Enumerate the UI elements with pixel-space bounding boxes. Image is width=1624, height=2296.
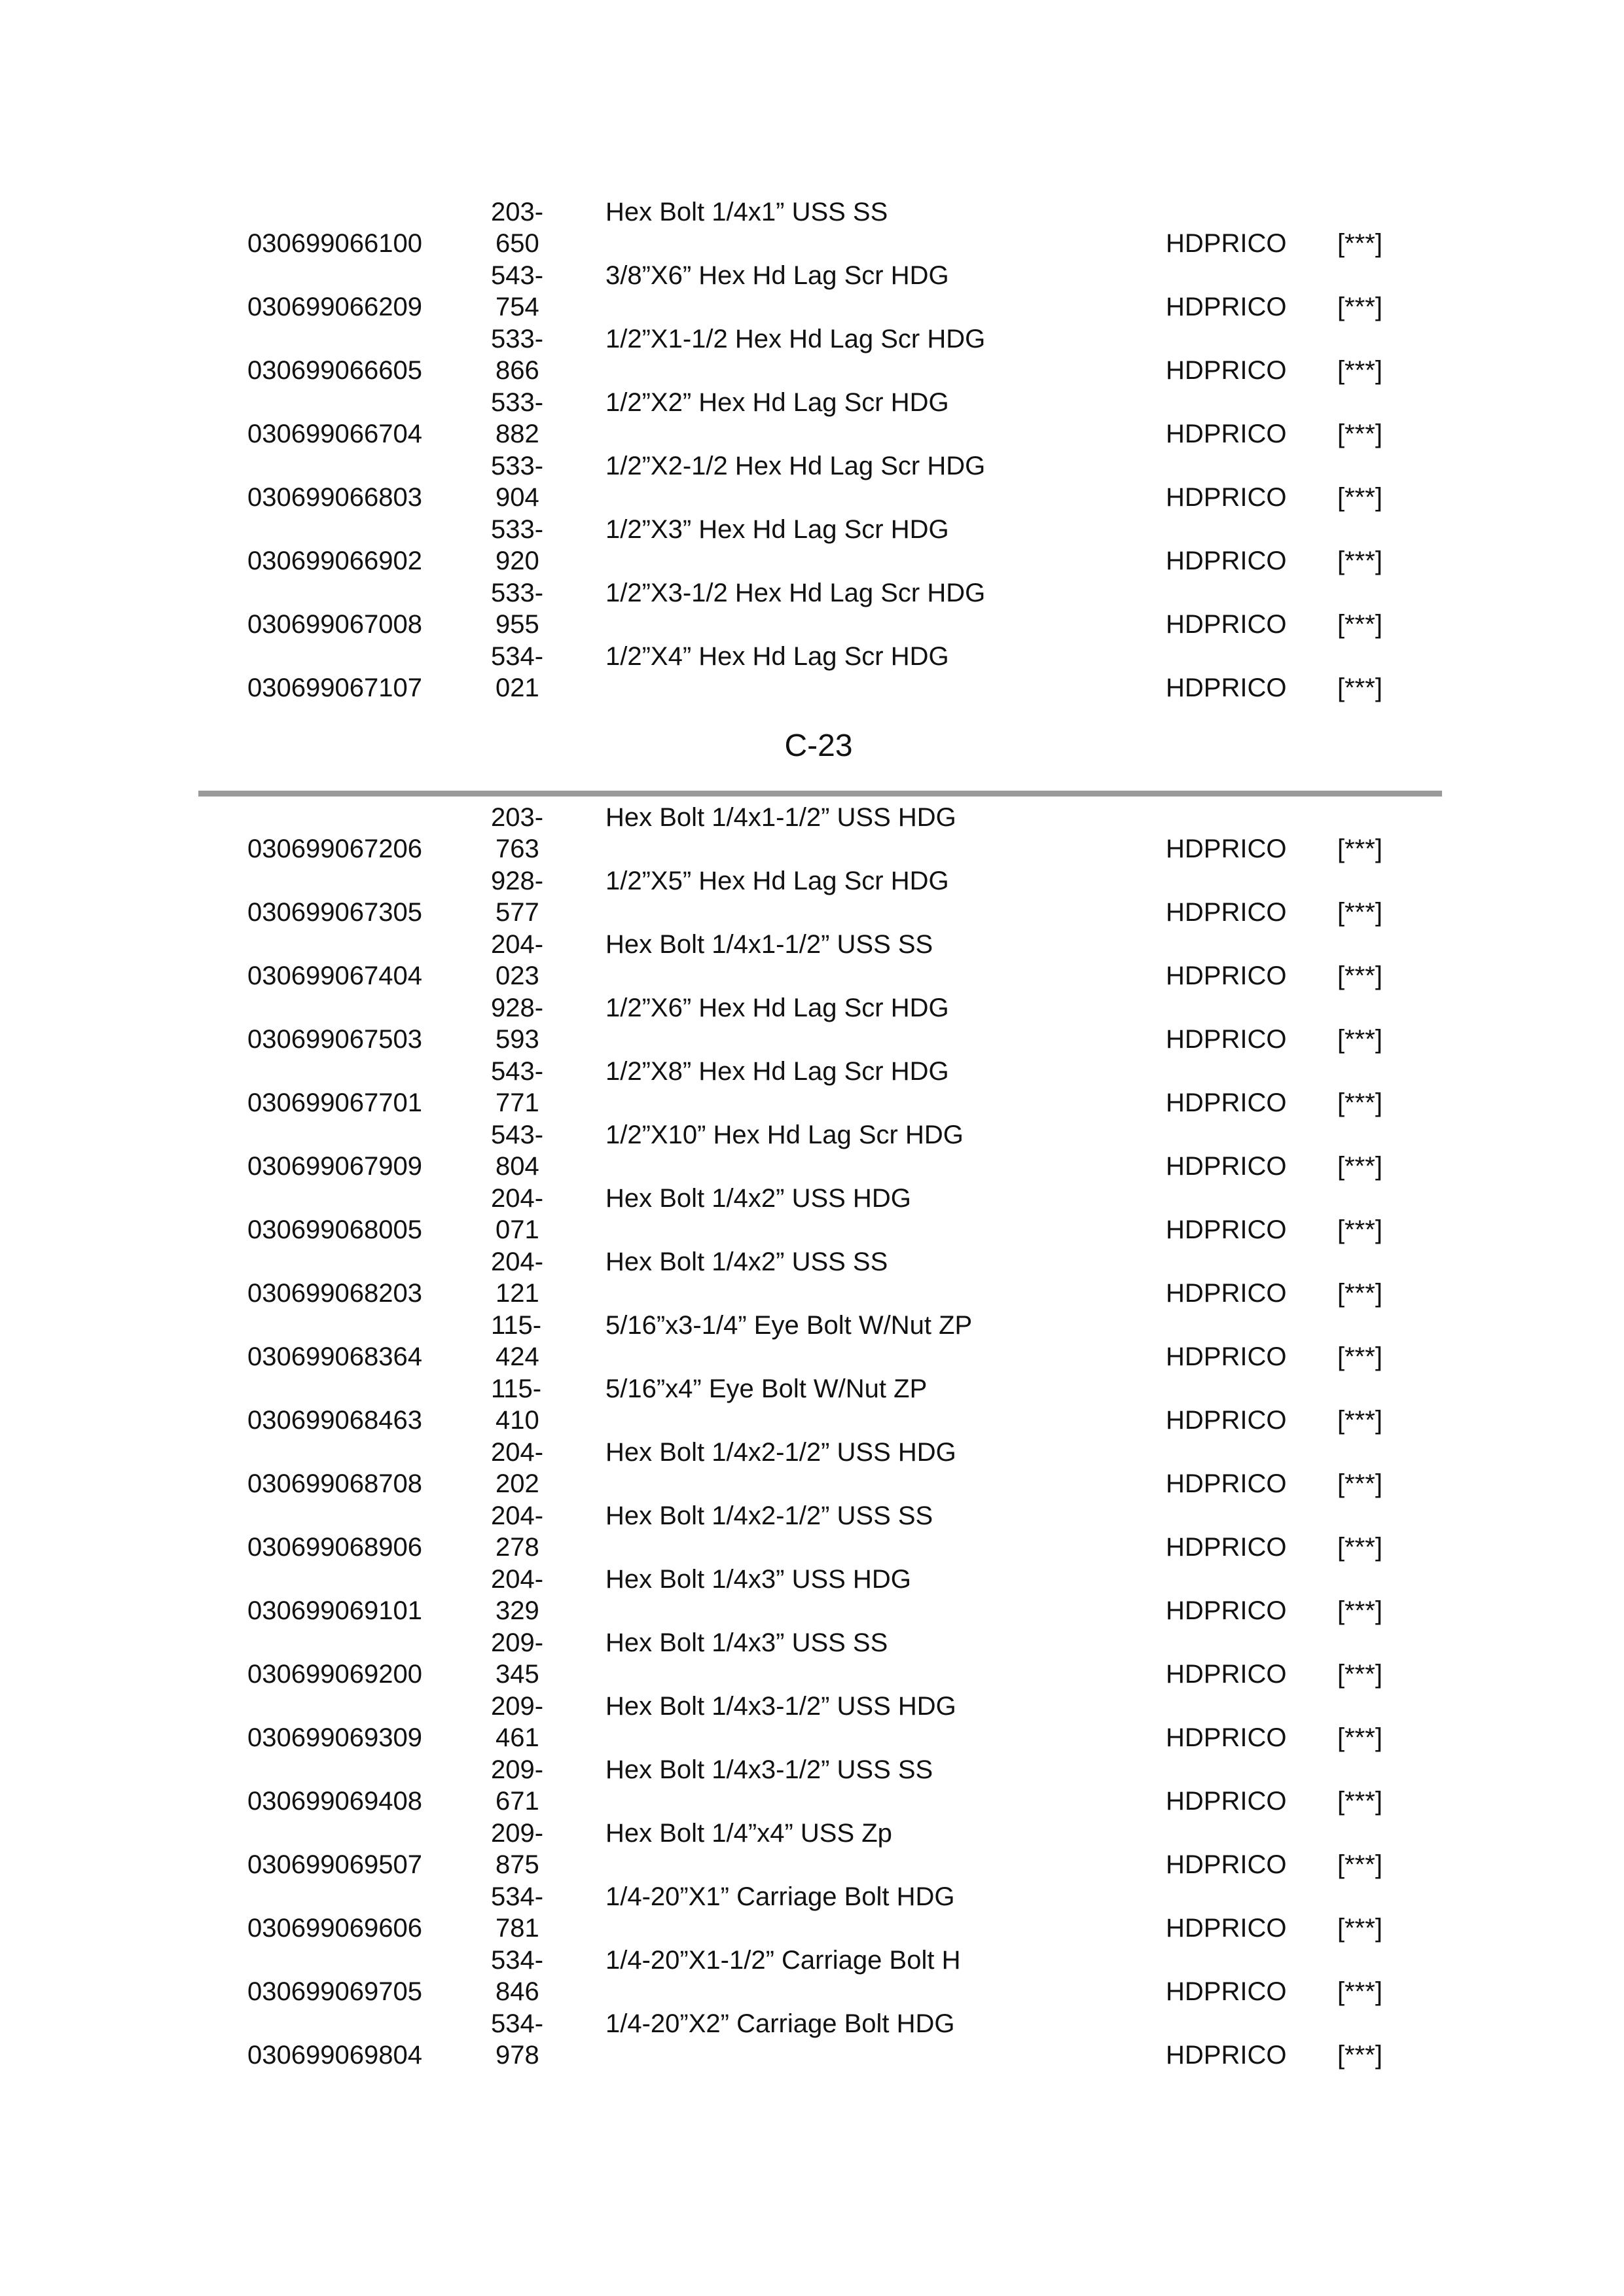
item-vendor: HDPRICO	[1166, 547, 1287, 575]
item-description: Hex Bolt 1/4”x4” USS Zp	[605, 1819, 892, 1848]
item-code-suffix: 021	[496, 673, 539, 702]
item-code-suffix: 329	[496, 1596, 539, 1625]
item-description: Hex Bolt 1/4x1” USS SS	[605, 198, 888, 226]
item-vendor: HDPRICO	[1166, 1660, 1287, 1689]
item-vendor: HDPRICO	[1166, 610, 1287, 639]
item-vendor: HDPRICO	[1166, 1088, 1287, 1117]
item-code-suffix: 978	[496, 2041, 539, 2070]
item-price: [***]	[1337, 1787, 1382, 1816]
item-price: [***]	[1337, 293, 1382, 321]
item-code-prefix: 204-	[491, 1184, 544, 1213]
item-price: [***]	[1337, 356, 1382, 385]
item-code-suffix: 866	[496, 356, 539, 385]
item-description: 1/4-20”X1-1/2” Carriage Bolt H	[605, 1946, 961, 1975]
item-code-prefix: 533-	[491, 579, 544, 607]
item-code-suffix: 875	[496, 1850, 539, 1879]
item-vendor: HDPRICO	[1166, 1850, 1287, 1879]
item-price: [***]	[1337, 673, 1382, 702]
item-vendor: HDPRICO	[1166, 673, 1287, 702]
item-list-bottom	[0, 802, 1624, 2072]
item-price: [***]	[1337, 2041, 1382, 2070]
item-code-prefix: 543-	[491, 1057, 544, 1086]
item-upc: 030699066704	[247, 420, 422, 448]
item-code-prefix: 543-	[491, 1121, 544, 1149]
list-item	[0, 387, 1624, 450]
list-item	[0, 196, 1624, 260]
list-item	[0, 865, 1624, 929]
item-upc: 030699067206	[247, 834, 422, 863]
list-item	[0, 1945, 1624, 2008]
item-vendor: HDPRICO	[1166, 898, 1287, 927]
item-description: 1/2”X4” Hex Hd Lag Scr HDG	[605, 642, 949, 671]
item-price: [***]	[1337, 1977, 1382, 2006]
item-upc: 030699067008	[247, 610, 422, 639]
item-description: Hex Bolt 1/4x2” USS SS	[605, 1247, 888, 1276]
item-upc: 030699066209	[247, 293, 422, 321]
list-item	[0, 323, 1624, 387]
list-item	[0, 1437, 1624, 1500]
item-code-prefix: 204-	[491, 1247, 544, 1276]
item-description: Hex Bolt 1/4x3” USS HDG	[605, 1565, 911, 1594]
list-item	[0, 514, 1624, 577]
list-item	[0, 1246, 1624, 1310]
item-code-prefix: 534-	[491, 2009, 544, 2038]
item-upc: 030699068463	[247, 1406, 422, 1435]
item-upc: 030699069507	[247, 1850, 422, 1879]
list-item	[0, 1627, 1624, 1691]
item-code-suffix: 410	[496, 1406, 539, 1435]
item-list-top	[0, 196, 1624, 704]
item-code-prefix: 543-	[491, 261, 544, 290]
item-code-prefix: 203-	[491, 198, 544, 226]
page-number: C-23	[784, 728, 853, 763]
item-code-suffix: 771	[496, 1088, 539, 1117]
list-item	[0, 1881, 1624, 1945]
item-description: 1/2”X8” Hex Hd Lag Scr HDG	[605, 1057, 949, 1086]
item-upc: 030699067404	[247, 961, 422, 990]
item-code-prefix: 209-	[491, 1819, 544, 1848]
item-upc: 030699067909	[247, 1152, 422, 1181]
item-description: 5/16”x4” Eye Bolt W/Nut ZP	[605, 1374, 928, 1403]
item-upc: 030699069309	[247, 1723, 422, 1752]
item-price: [***]	[1337, 547, 1382, 575]
item-vendor: HDPRICO	[1166, 961, 1287, 990]
item-code-prefix: 204-	[491, 1565, 544, 1594]
list-item	[0, 1564, 1624, 1627]
item-code-suffix: 763	[496, 834, 539, 863]
item-vendor: HDPRICO	[1166, 1025, 1287, 1054]
list-item	[0, 1119, 1624, 1183]
item-code-prefix: 533-	[491, 452, 544, 480]
list-item	[0, 1818, 1624, 1881]
item-vendor: HDPRICO	[1166, 229, 1287, 258]
item-vendor: HDPRICO	[1166, 1596, 1287, 1625]
item-description: 1/2”X5” Hex Hd Lag Scr HDG	[605, 867, 949, 895]
item-code-prefix: 534-	[491, 1882, 544, 1911]
item-vendor: HDPRICO	[1166, 356, 1287, 385]
item-code-suffix: 071	[496, 1215, 539, 1244]
list-item	[0, 1056, 1624, 1119]
item-code-prefix: 533-	[491, 325, 544, 353]
list-item	[0, 992, 1624, 1056]
item-code-prefix: 204-	[491, 1501, 544, 1530]
item-upc: 030699066902	[247, 547, 422, 575]
item-price: [***]	[1337, 1533, 1382, 1562]
list-item	[0, 641, 1624, 704]
list-item	[0, 2008, 1624, 2072]
item-upc: 030699069101	[247, 1596, 422, 1625]
item-vendor: HDPRICO	[1166, 1279, 1287, 1308]
item-code-suffix: 754	[496, 293, 539, 321]
item-price: [***]	[1337, 961, 1382, 990]
item-upc: 030699068708	[247, 1469, 422, 1498]
item-code-prefix: 928-	[491, 867, 544, 895]
list-item	[0, 1183, 1624, 1246]
item-code-prefix: 534-	[491, 1946, 544, 1975]
item-code-prefix: 209-	[491, 1755, 544, 1784]
item-upc: 030699069705	[247, 1977, 422, 2006]
item-upc: 030699069408	[247, 1787, 422, 1816]
item-price: [***]	[1337, 898, 1382, 927]
item-upc: 030699068203	[247, 1279, 422, 1308]
item-code-prefix: 115-	[491, 1311, 542, 1340]
item-code-prefix: 203-	[491, 803, 544, 832]
item-code-prefix: 209-	[491, 1628, 544, 1657]
item-vendor: HDPRICO	[1166, 1977, 1287, 2006]
item-description: 1/2”X1-1/2 Hex Hd Lag Scr HDG	[605, 325, 986, 353]
item-vendor: HDPRICO	[1166, 1533, 1287, 1562]
item-code-suffix: 671	[496, 1787, 539, 1816]
list-item	[0, 929, 1624, 992]
item-vendor: HDPRICO	[1166, 834, 1287, 863]
list-item	[0, 1691, 1624, 1754]
item-price: [***]	[1337, 1279, 1382, 1308]
item-vendor: HDPRICO	[1166, 1787, 1287, 1816]
item-price: [***]	[1337, 1914, 1382, 1943]
item-price: [***]	[1337, 229, 1382, 258]
item-vendor: HDPRICO	[1166, 1342, 1287, 1371]
item-vendor: HDPRICO	[1166, 1406, 1287, 1435]
item-upc: 030699067107	[247, 673, 422, 702]
item-vendor: HDPRICO	[1166, 2041, 1287, 2070]
item-code-suffix: 577	[496, 898, 539, 927]
item-code-prefix: 204-	[491, 1438, 544, 1467]
item-code-suffix: 920	[496, 547, 539, 575]
item-code-suffix: 846	[496, 1977, 539, 2006]
item-upc: 030699066605	[247, 356, 422, 385]
item-upc: 030699068005	[247, 1215, 422, 1244]
item-description: Hex Bolt 1/4x2-1/2” USS HDG	[605, 1438, 956, 1467]
item-description: Hex Bolt 1/4x3” USS SS	[605, 1628, 888, 1657]
item-code-suffix: 904	[496, 483, 539, 512]
item-code-prefix: 204-	[491, 930, 544, 959]
item-upc: 030699069804	[247, 2041, 422, 2070]
item-upc: 030699069200	[247, 1660, 422, 1689]
item-price: [***]	[1337, 420, 1382, 448]
item-price: [***]	[1337, 834, 1382, 863]
item-price: [***]	[1337, 610, 1382, 639]
item-description: 1/2”X2” Hex Hd Lag Scr HDG	[605, 388, 949, 417]
item-code-suffix: 345	[496, 1660, 539, 1689]
item-price: [***]	[1337, 1088, 1382, 1117]
item-code-suffix: 278	[496, 1533, 539, 1562]
item-price: [***]	[1337, 1660, 1382, 1689]
item-code-suffix: 461	[496, 1723, 539, 1752]
item-description: 1/2”X2-1/2 Hex Hd Lag Scr HDG	[605, 452, 986, 480]
list-item	[0, 577, 1624, 641]
list-item	[0, 450, 1624, 514]
item-vendor: HDPRICO	[1166, 1215, 1287, 1244]
item-upc: 030699068906	[247, 1533, 422, 1562]
item-vendor: HDPRICO	[1166, 1723, 1287, 1752]
list-item	[0, 1500, 1624, 1564]
item-upc: 030699067305	[247, 898, 422, 927]
list-item	[0, 1754, 1624, 1818]
item-code-suffix: 593	[496, 1025, 539, 1054]
item-description: Hex Bolt 1/4x3-1/2” USS SS	[605, 1755, 933, 1784]
item-price: [***]	[1337, 483, 1382, 512]
item-code-suffix: 804	[496, 1152, 539, 1181]
item-code-suffix: 023	[496, 961, 539, 990]
item-upc: 030699067503	[247, 1025, 422, 1054]
item-vendor: HDPRICO	[1166, 483, 1287, 512]
item-vendor: HDPRICO	[1166, 1469, 1287, 1498]
item-price: [***]	[1337, 1215, 1382, 1244]
item-upc: 030699066100	[247, 229, 422, 258]
item-description: Hex Bolt 1/4x1-1/2” USS HDG	[605, 803, 956, 832]
list-item	[0, 802, 1624, 865]
item-code-prefix: 115-	[491, 1374, 542, 1403]
item-code-suffix: 781	[496, 1914, 539, 1943]
item-price: [***]	[1337, 1025, 1382, 1054]
item-code-prefix: 209-	[491, 1692, 544, 1721]
item-description: 1/2”X3” Hex Hd Lag Scr HDG	[605, 515, 949, 544]
item-description: 1/2”X10” Hex Hd Lag Scr HDG	[605, 1121, 964, 1149]
item-vendor: HDPRICO	[1166, 1914, 1287, 1943]
item-price: [***]	[1337, 1596, 1382, 1625]
item-description: Hex Bolt 1/4x1-1/2” USS SS	[605, 930, 933, 959]
item-code-prefix: 533-	[491, 388, 544, 417]
item-upc: 030699068364	[247, 1342, 422, 1371]
item-code-prefix: 534-	[491, 642, 544, 671]
item-code-suffix: 882	[496, 420, 539, 448]
item-price: [***]	[1337, 1469, 1382, 1498]
item-description: 1/2”X3-1/2 Hex Hd Lag Scr HDG	[605, 579, 986, 607]
item-description: 1/4-20”X2” Carriage Bolt HDG	[605, 2009, 955, 2038]
item-code-suffix: 650	[496, 229, 539, 258]
item-description: 1/2”X6” Hex Hd Lag Scr HDG	[605, 994, 949, 1022]
item-vendor: HDPRICO	[1166, 293, 1287, 321]
item-vendor: HDPRICO	[1166, 420, 1287, 448]
item-code-suffix: 955	[496, 610, 539, 639]
item-description: Hex Bolt 1/4x2-1/2” USS SS	[605, 1501, 933, 1530]
list-item	[0, 1373, 1624, 1437]
item-description: Hex Bolt 1/4x2” USS HDG	[605, 1184, 911, 1213]
item-description: Hex Bolt 1/4x3-1/2” USS HDG	[605, 1692, 956, 1721]
item-upc: 030699069606	[247, 1914, 422, 1943]
item-price: [***]	[1337, 1152, 1382, 1181]
item-vendor: HDPRICO	[1166, 1152, 1287, 1181]
item-upc: 030699067701	[247, 1088, 422, 1117]
item-description: 3/8”X6” Hex Hd Lag Scr HDG	[605, 261, 949, 290]
item-price: [***]	[1337, 1850, 1382, 1879]
list-item	[0, 1310, 1624, 1373]
item-code-suffix: 202	[496, 1469, 539, 1498]
item-code-prefix: 533-	[491, 515, 544, 544]
item-description: 1/4-20”X1” Carriage Bolt HDG	[605, 1882, 955, 1911]
item-code-prefix: 928-	[491, 994, 544, 1022]
item-code-suffix: 121	[496, 1279, 539, 1308]
item-upc: 030699066803	[247, 483, 422, 512]
item-price: [***]	[1337, 1406, 1382, 1435]
item-code-suffix: 424	[496, 1342, 539, 1371]
item-price: [***]	[1337, 1342, 1382, 1371]
list-item	[0, 260, 1624, 323]
item-description: 5/16”x3-1/4” Eye Bolt W/Nut ZP	[605, 1311, 973, 1340]
page-break-divider	[198, 791, 1442, 797]
item-price: [***]	[1337, 1723, 1382, 1752]
